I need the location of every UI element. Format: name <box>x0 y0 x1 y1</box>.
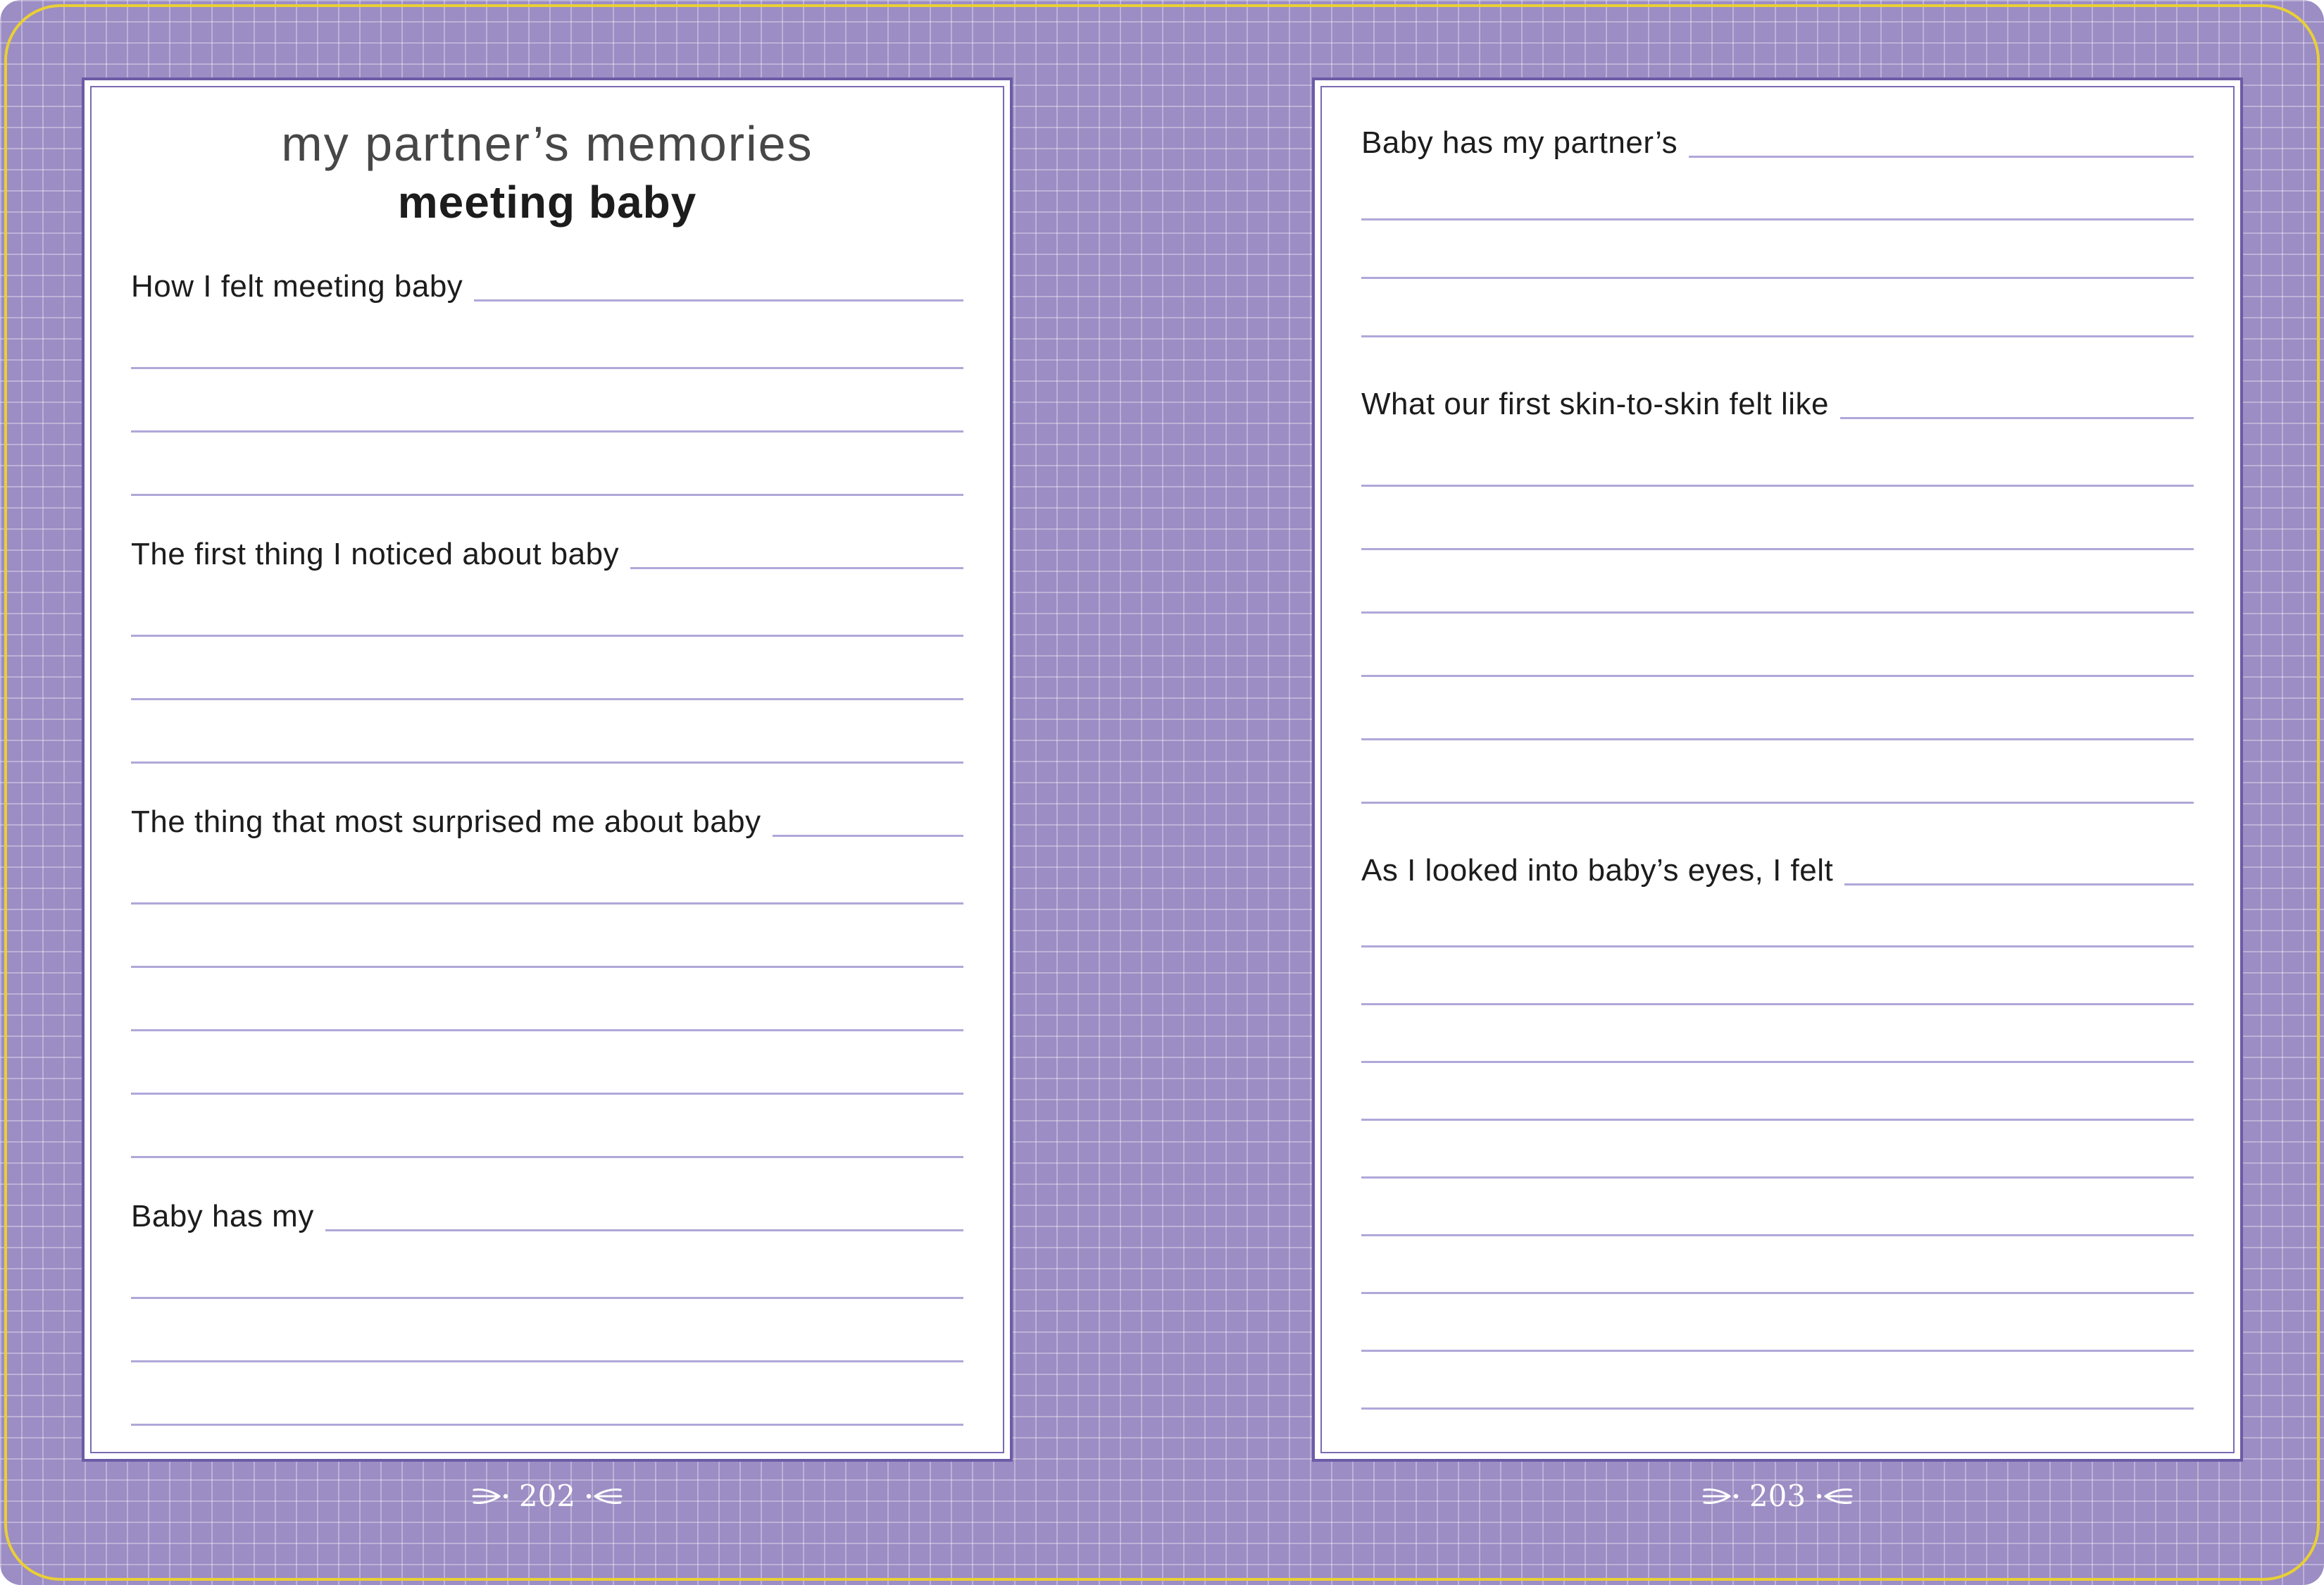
write-line <box>1361 279 2194 337</box>
entry-section <box>1361 377 2194 804</box>
entry-section <box>1361 116 2194 337</box>
write-line <box>131 1299 963 1362</box>
write-line <box>1361 890 2194 947</box>
entry-section <box>1361 843 2194 1453</box>
write-line-inline <box>773 835 963 837</box>
write-line <box>1361 1236 2194 1294</box>
field-label-row <box>131 527 963 573</box>
write-line <box>131 1362 963 1426</box>
sprig-left-icon <box>1701 1486 1741 1506</box>
write-line <box>131 700 963 764</box>
write-line <box>131 1236 963 1299</box>
left-page-frame-inner <box>90 86 1004 1453</box>
write-line-inline <box>1689 156 2194 158</box>
write-line <box>131 905 963 968</box>
write-line <box>1361 1410 2194 1453</box>
field-label-row <box>1361 843 2194 890</box>
right-page-frame-inner <box>1320 86 2235 1453</box>
field-label: How I felt meeting baby <box>131 269 463 304</box>
write-line <box>131 637 963 700</box>
write-line <box>1361 740 2194 804</box>
write-line <box>131 369 963 433</box>
page-subtitle: meeting baby <box>397 176 697 228</box>
write-line <box>1361 1179 2194 1236</box>
entry-section <box>131 795 963 1158</box>
write-line <box>1361 487 2194 550</box>
write-line-inline <box>1840 417 2194 419</box>
write-line <box>131 573 963 637</box>
write-line <box>131 1095 963 1158</box>
field-label-row <box>131 259 963 306</box>
field-label-row <box>131 1189 963 1236</box>
right-page <box>1312 77 2243 1462</box>
write-line <box>1361 614 2194 677</box>
write-line <box>131 306 963 369</box>
entry-section <box>131 527 963 764</box>
field-label: Baby has my <box>131 1199 314 1234</box>
write-line-inline <box>630 567 963 569</box>
left-page <box>82 77 1013 1462</box>
write-line <box>1361 1063 2194 1121</box>
write-line <box>131 433 963 496</box>
write-line <box>1361 1294 2194 1352</box>
write-line <box>1361 1352 2194 1410</box>
write-line <box>1361 1121 2194 1179</box>
field-label: As I looked into baby’s eyes, I felt <box>1361 853 1834 888</box>
right-page-number-row <box>1312 1479 2243 1513</box>
write-line <box>131 841 963 905</box>
left-page-sections <box>131 259 963 1426</box>
entry-section <box>131 1189 963 1426</box>
write-line <box>131 1031 963 1095</box>
field-label-row <box>1361 377 2194 423</box>
sprig-right-icon <box>584 1486 623 1506</box>
page-title: my partner’s memories <box>281 116 813 171</box>
write-line <box>1361 677 2194 740</box>
write-line <box>1361 423 2194 487</box>
field-label: Baby has my partner’s <box>1361 125 1678 161</box>
sprig-left-icon <box>471 1486 511 1506</box>
write-line-inline <box>474 299 963 302</box>
write-line <box>1361 947 2194 1005</box>
right-page-sections <box>1361 116 2194 1453</box>
write-line-inline <box>325 1229 963 1231</box>
write-line <box>131 968 963 1031</box>
field-label: The first thing I noticed about baby <box>131 537 620 572</box>
field-label-row <box>1361 116 2194 162</box>
title-block <box>131 116 963 228</box>
write-line <box>1361 162 2194 220</box>
page-number: 203 <box>1749 1479 1806 1513</box>
page-number: 202 <box>518 1479 576 1513</box>
sprig-right-icon <box>1814 1486 1854 1506</box>
field-label: The thing that most surprised me about baby <box>131 804 761 840</box>
write-line <box>1361 550 2194 614</box>
left-page-number-row <box>82 1479 1013 1513</box>
entry-section <box>131 259 963 496</box>
write-line <box>1361 1005 2194 1063</box>
write-line <box>1361 220 2194 279</box>
write-line-inline <box>1844 883 2194 885</box>
field-label-row <box>131 795 963 841</box>
field-label: What our first skin-to-skin felt like <box>1361 387 1829 422</box>
